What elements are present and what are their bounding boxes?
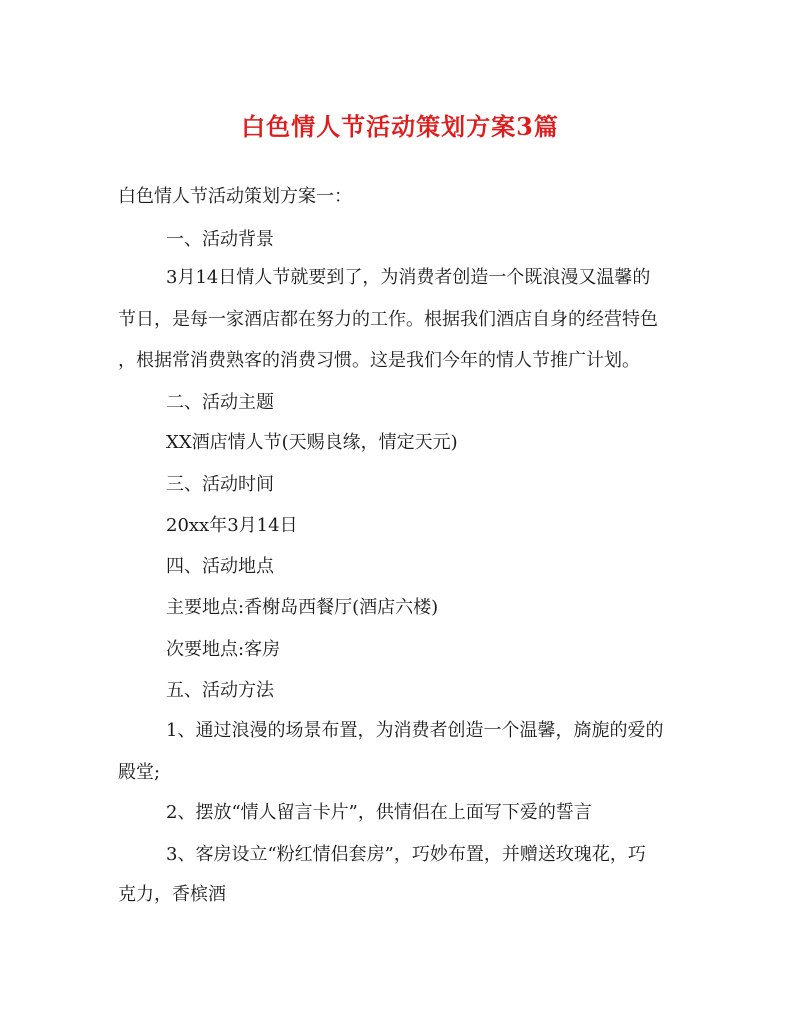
heading-activity-theme: 二、活动主题: [166, 392, 274, 413]
secondary-location-text: 次要地点:客房: [166, 639, 281, 660]
heading-activity-location: 四、活动地点: [166, 556, 274, 577]
theme-text: XX酒店情人节(天赐良缘，情定天元): [166, 432, 458, 453]
method-item-1-line-2: 殿堂;: [118, 762, 161, 783]
heading-activity-time: 三、活动时间: [166, 474, 274, 495]
method-item-1-line-1: 1、通过浪漫的场景布置，为消费者创造一个温馨，旖旎的爱的: [166, 720, 664, 741]
heading-activity-method: 五、活动方法: [166, 680, 274, 701]
page-title: 白色情人节活动策划方案3篇: [241, 112, 559, 141]
background-paragraph-line-1: 3月14日情人节就要到了，为消费者创造一个既浪漫又温馨的: [166, 267, 651, 288]
heading-activity-background: 一、活动背景: [166, 229, 274, 250]
method-item-3-line-2: 克力，香槟酒: [118, 884, 226, 905]
method-item-2: 2、摆放“情人留言卡片”，供情侣在上面写下爱的誓言: [166, 802, 592, 823]
time-text: 20xx年3月14日: [166, 515, 298, 536]
method-item-3-line-1: 3、客房设立“粉红情侣套房”，巧妙布置，并赠送玫瑰花，巧: [166, 844, 646, 865]
section-heading-plan-one: 白色情人节活动策划方案一：: [118, 186, 352, 207]
background-paragraph-line-2: 节日，是每一家酒店都在努力的工作。根据我们酒店自身的经营特色: [118, 309, 658, 330]
background-paragraph-line-3: ，根据常消费熟客的消费习惯。这是我们今年的情人节推广计划。: [118, 350, 640, 371]
primary-location-text: 主要地点:香榭岛西餐厅(酒店六楼): [166, 597, 439, 618]
